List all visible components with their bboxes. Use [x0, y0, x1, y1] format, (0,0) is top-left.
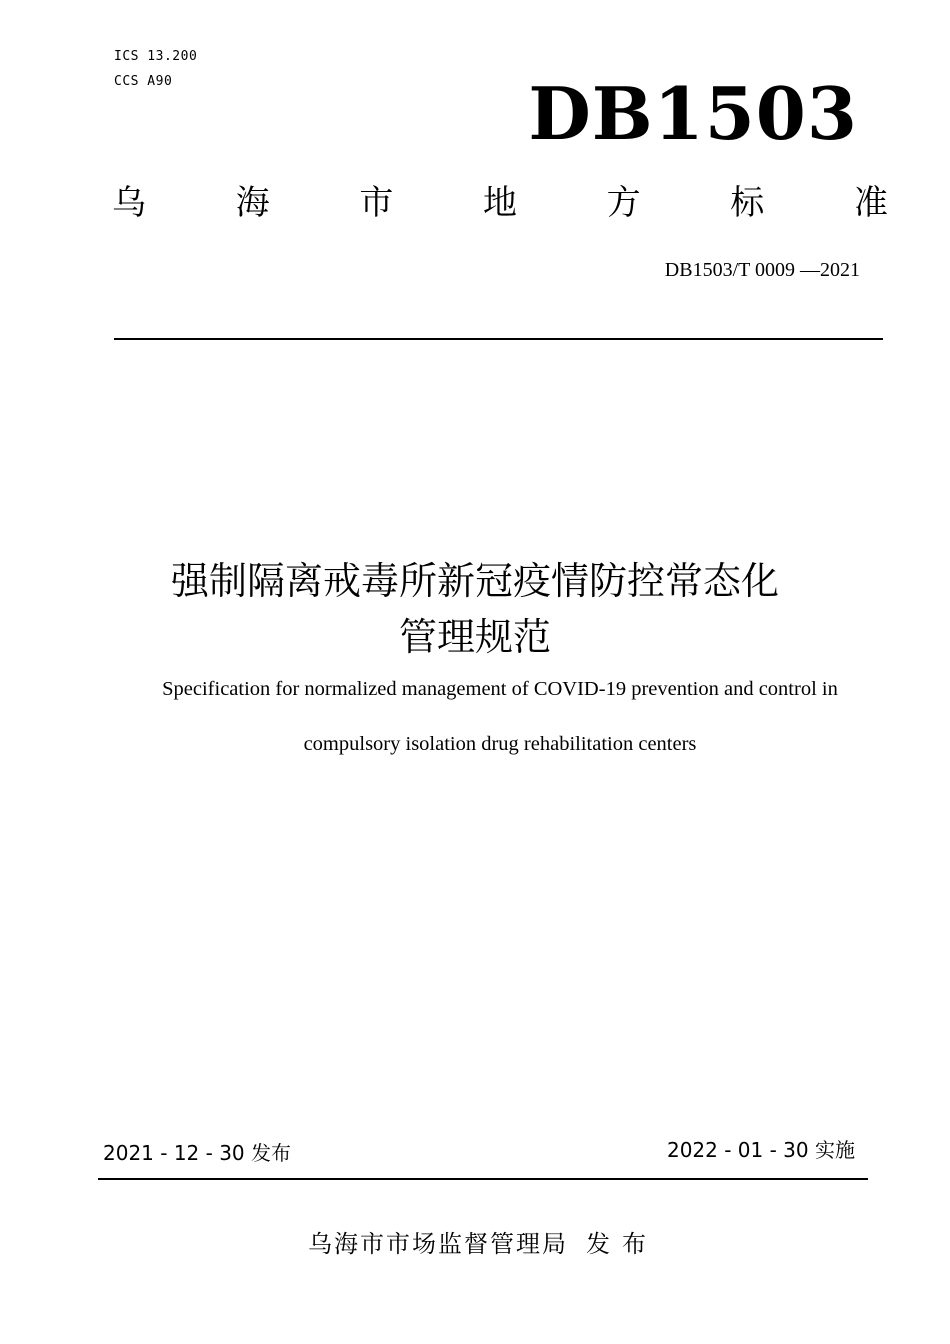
publisher-line	[0, 1224, 950, 1259]
standard-type-char: 地	[482, 183, 517, 223]
standard-number: DB1503/T 0009 —2021	[664, 259, 860, 281]
standard-type-char: 市	[359, 183, 394, 223]
standard-type-char: 方	[606, 183, 641, 223]
standard-type-char: 海	[235, 183, 270, 223]
standard-type-char: 准	[853, 183, 888, 223]
top-divider	[114, 338, 883, 340]
title-chinese-line-1: 强制隔离戒毒所新冠疫情防控常态化	[170, 559, 779, 603]
title-english-line-2: compulsory isolation drug rehabilitation centers	[303, 733, 697, 755]
bottom-divider	[98, 1178, 868, 1180]
standard-type-char: 标	[730, 183, 765, 223]
issue-date: 2021 - 12 - 30 发布	[103, 1141, 292, 1165]
standard-type	[112, 183, 888, 223]
ccs-code: CCS A90	[114, 74, 173, 89]
title-english-line-1: Specification for normalized management of COVID-19 prevention and control in	[162, 678, 838, 700]
ics-code: ICS 13.200	[114, 49, 198, 64]
publisher-name: 乌海市市场监督管理局	[308, 1230, 568, 1258]
title-chinese-line-2: 管理规范	[398, 615, 551, 659]
standard-type-char: 乌	[112, 183, 146, 223]
publish-verb: 发布	[586, 1230, 658, 1258]
standard-code: DB1503	[528, 71, 858, 156]
implementation-date: 2022 - 01 - 30 实施	[666, 1138, 855, 1162]
